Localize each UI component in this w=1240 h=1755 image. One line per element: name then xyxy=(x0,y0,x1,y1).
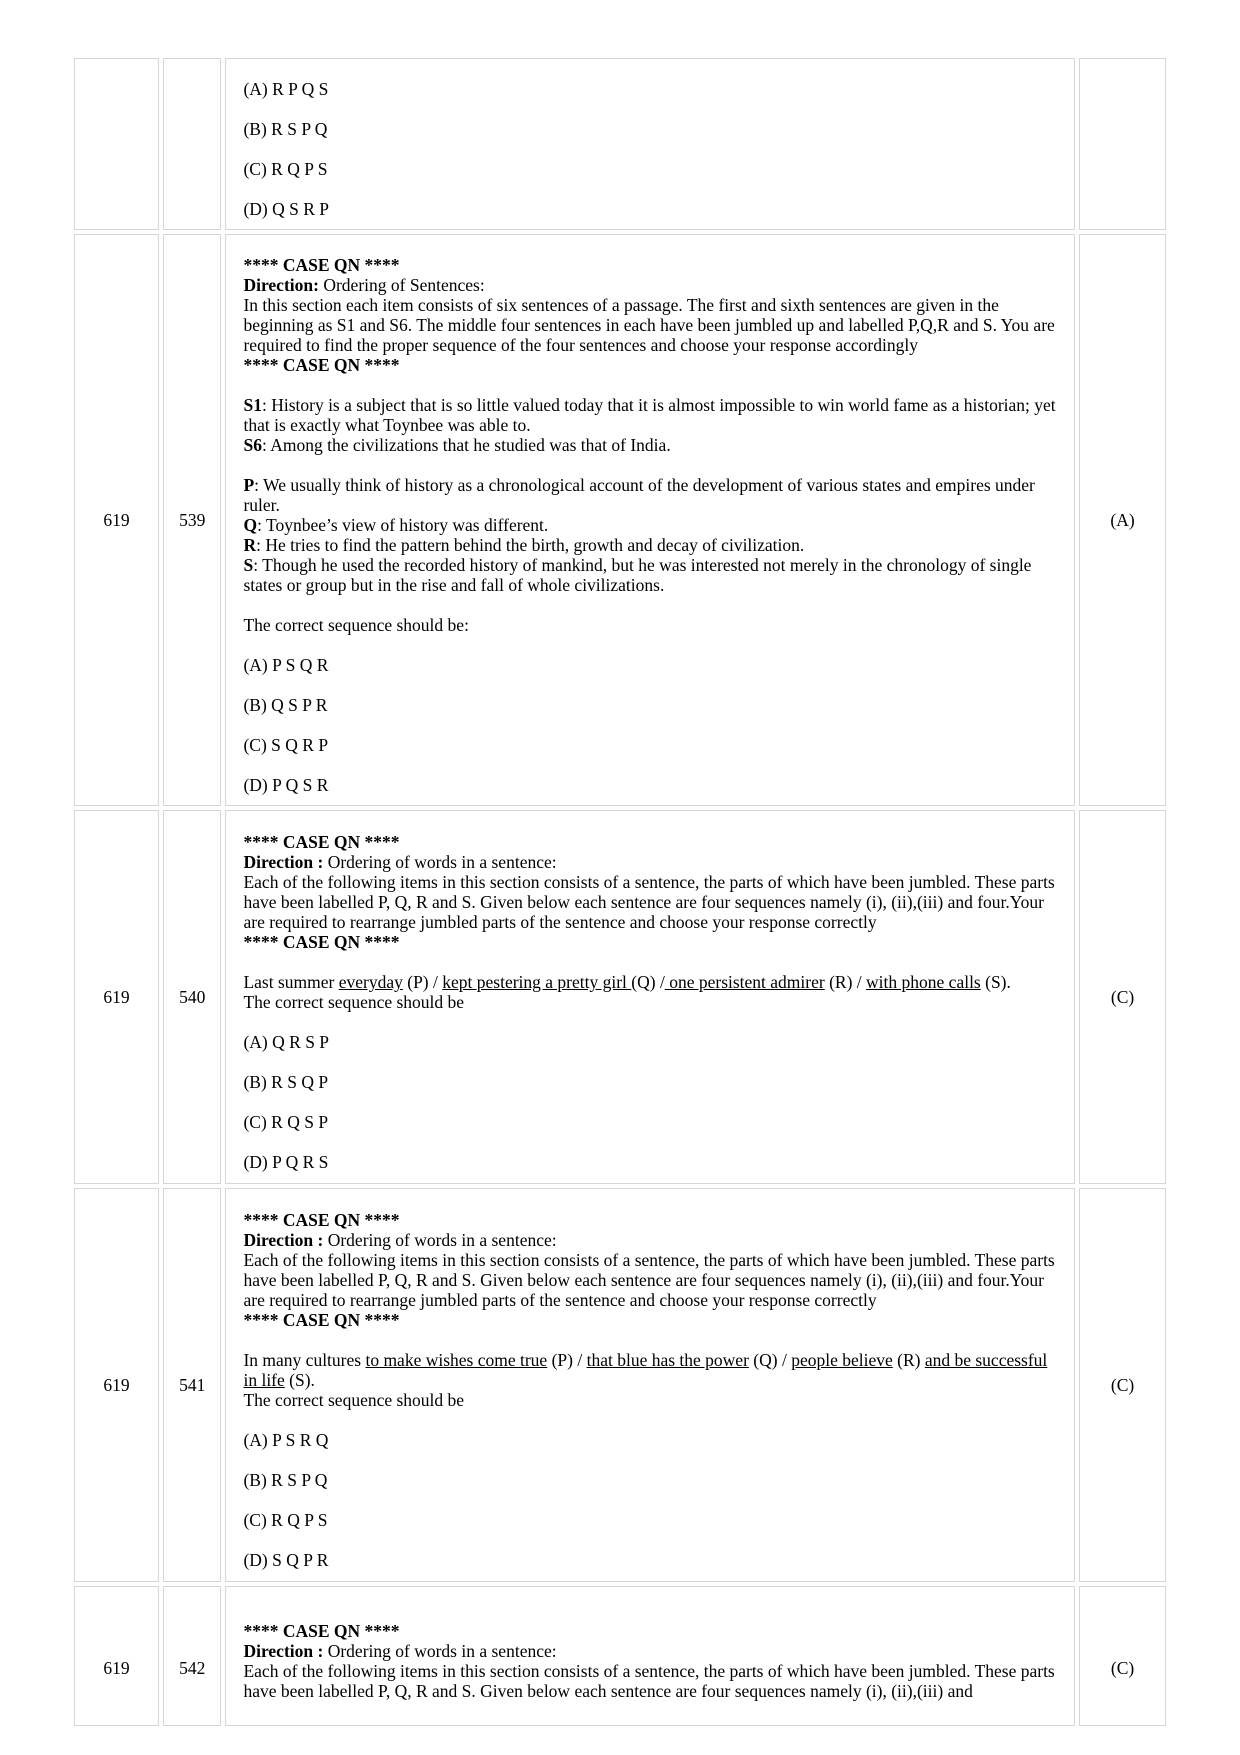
case-marker: **** CASE QN **** xyxy=(243,832,400,852)
case-marker: **** CASE QN **** xyxy=(243,255,400,275)
question-cell xyxy=(225,1586,1075,1726)
case-marker: **** CASE QN **** xyxy=(243,1621,400,1641)
direction-text: Ordering of words in a sentence: xyxy=(323,1641,557,1661)
prompt: The correct sequence should be xyxy=(243,992,465,1012)
sentence-lead: In many cultures xyxy=(243,1350,366,1370)
answer-key: (C) xyxy=(1079,1188,1166,1582)
case-marker: **** CASE QN **** xyxy=(243,355,400,375)
part-p: to make wishes come true xyxy=(365,1350,548,1370)
option-a: (A) P S R Q xyxy=(243,1430,329,1450)
s1-label: S1 xyxy=(243,395,262,415)
option-d: (D) P Q R S xyxy=(243,1152,329,1172)
sentence-s xyxy=(243,555,1058,595)
direction-label: Direction : xyxy=(243,852,324,872)
paper-cell xyxy=(74,58,159,230)
tag-q: (Q) / xyxy=(631,972,665,992)
qno-cell xyxy=(163,58,221,230)
question-cell xyxy=(225,810,1075,1184)
option-b: (B) R S P Q xyxy=(243,119,328,139)
option-b: (B) R S P Q xyxy=(243,1470,328,1490)
direction xyxy=(243,275,1058,295)
r-text: : He tries to find the pattern behind the birth, growth and decay of civilization. xyxy=(256,535,805,555)
part-s: and be successful in life xyxy=(243,1350,1048,1390)
direction-text: Ordering of words in a sentence: xyxy=(323,1230,557,1250)
option-c: (C) R Q S P xyxy=(243,1112,329,1132)
part-q: kept pestering a pretty girl xyxy=(442,972,632,992)
sentence-q xyxy=(243,515,1058,535)
paper-code: 619 xyxy=(74,1586,159,1726)
option-a: (A) P S Q R xyxy=(243,655,329,675)
question-cell xyxy=(225,1188,1075,1582)
direction xyxy=(243,1230,1058,1250)
option-d: (D) S Q P R xyxy=(243,1550,329,1570)
option-c: (C) R Q P S xyxy=(243,159,328,179)
question-cell xyxy=(225,234,1075,806)
table-row xyxy=(74,1188,1166,1582)
tag-p: (P) / xyxy=(547,1350,587,1370)
question-number: 542 xyxy=(163,1586,221,1726)
table-row xyxy=(74,58,1166,230)
direction-text: Ordering of words in a sentence: xyxy=(323,852,557,872)
tag-r: (R) / xyxy=(824,972,867,992)
option-a: (A) R P Q S xyxy=(243,79,329,99)
part-p: everyday xyxy=(338,972,403,992)
case-marker: **** CASE QN **** xyxy=(243,932,400,952)
sentence-lead: Last summer xyxy=(243,972,339,992)
tag-s: (S). xyxy=(284,1370,315,1390)
instructions: Each of the following items in this section consists of a sentence, the parts of which have been jumbled. These parts have been labelled P, Q, R and S. Given below each sentence are four sequences namely (i), (ii),(iii) and four.Your are required to rearrange jumbled parts of the sentence and choose your response correctly xyxy=(243,1250,1055,1310)
answer-cell xyxy=(1079,58,1166,230)
p-text: : We usually think of history as a chronological account of the development of various states and empires under ruler. xyxy=(243,475,1035,515)
option-b: (B) R S Q P xyxy=(243,1072,329,1092)
jumbled-sentence xyxy=(243,972,1058,992)
tag-p: (P) / xyxy=(402,972,443,992)
sentence-r xyxy=(243,535,1058,555)
question-number: 540 xyxy=(163,810,221,1184)
question-number: 539 xyxy=(163,234,221,806)
direction xyxy=(243,1641,1058,1661)
s-text: : Though he used the recorded history of mankind, but he was interested not merely in the chronology of single states or group but in the rise and fall of whole civilizations. xyxy=(243,555,1032,595)
case-marker: **** CASE QN **** xyxy=(243,1210,400,1230)
p-label: P xyxy=(243,475,255,495)
paper-code: 619 xyxy=(74,234,159,806)
direction-label: Direction : xyxy=(243,1230,324,1250)
table-row xyxy=(74,810,1166,1184)
direction-label: Direction : xyxy=(243,1641,324,1661)
s-label: S xyxy=(243,555,254,575)
question-table xyxy=(70,54,1170,1730)
part-s: with phone calls xyxy=(866,972,981,992)
option-a: (A) Q R S P xyxy=(243,1032,330,1052)
s1-text: : History is a subject that is so little valued today that it is almost impossible to win world fame as a historian; yet that is exactly what Toynbee was able to. xyxy=(243,395,1056,435)
prompt: The correct sequence should be: xyxy=(243,615,469,635)
prompt: The correct sequence should be xyxy=(243,1390,465,1410)
instructions: Each of the following items in this section consists of a sentence, the parts of which have been jumbled. These parts have been labelled P, Q, R and S. Given below each sentence are four sequences namely (i), (ii),(iii) and xyxy=(243,1661,1055,1701)
part-q: that blue has the power xyxy=(586,1350,749,1370)
q-label: Q xyxy=(243,515,258,535)
paper-code: 619 xyxy=(74,1188,159,1582)
case-marker: **** CASE QN **** xyxy=(243,1310,400,1330)
sentence-p xyxy=(243,475,1058,515)
question-number: 541 xyxy=(163,1188,221,1582)
tag-s: (S). xyxy=(980,972,1011,992)
option-c: (C) S Q R P xyxy=(243,735,329,755)
sentence-s1 xyxy=(243,395,1058,435)
question-cell xyxy=(225,58,1075,230)
instructions: In this section each item consists of six sentences of a passage. The first and sixth sentences are given in the beginning as S1 and S6. The middle four sentences in each have been jumbled up and labelled P,Q,R and S. You are required to find the proper sequence of the four sentences and choose your response accordingly xyxy=(243,295,1055,355)
tag-r: (R) xyxy=(892,1350,925,1370)
part-r: one persistent admirer xyxy=(664,972,825,992)
jumbled-sentence xyxy=(243,1350,1058,1390)
sentence-s6 xyxy=(243,435,1058,455)
option-b: (B) Q S P R xyxy=(243,695,328,715)
option-c: (C) R Q P S xyxy=(243,1510,328,1530)
direction xyxy=(243,852,1058,872)
part-r: people believe xyxy=(791,1350,893,1370)
answer-key: (A) xyxy=(1079,234,1166,806)
table-row xyxy=(74,234,1166,806)
answer-key: (C) xyxy=(1079,810,1166,1184)
tag-q: (Q) / xyxy=(748,1350,792,1370)
direction-text: Ordering of Sentences: xyxy=(318,275,485,295)
instructions: Each of the following items in this section consists of a sentence, the parts of which have been jumbled. These parts have been labelled P, Q, R and S. Given below each sentence are four sequences namely (i), (ii),(iii) and four.Your are required to rearrange jumbled parts of the sentence and choose your response correctly xyxy=(243,872,1055,932)
option-d: (D) Q S R P xyxy=(243,199,330,219)
direction-label: Direction: xyxy=(243,275,319,295)
paper-code: 619 xyxy=(74,810,159,1184)
answer-key: (C) xyxy=(1079,1586,1166,1726)
r-label: R xyxy=(243,535,257,555)
q-text: : Toynbee’s view of history was different. xyxy=(257,515,549,535)
table-row xyxy=(74,1586,1166,1726)
option-d: (D) P Q S R xyxy=(243,775,329,795)
question-sheet xyxy=(74,58,1174,1730)
s6-label: S6 xyxy=(243,435,262,455)
s6-text: : Among the civilizations that he studied was that of India. xyxy=(261,435,671,455)
